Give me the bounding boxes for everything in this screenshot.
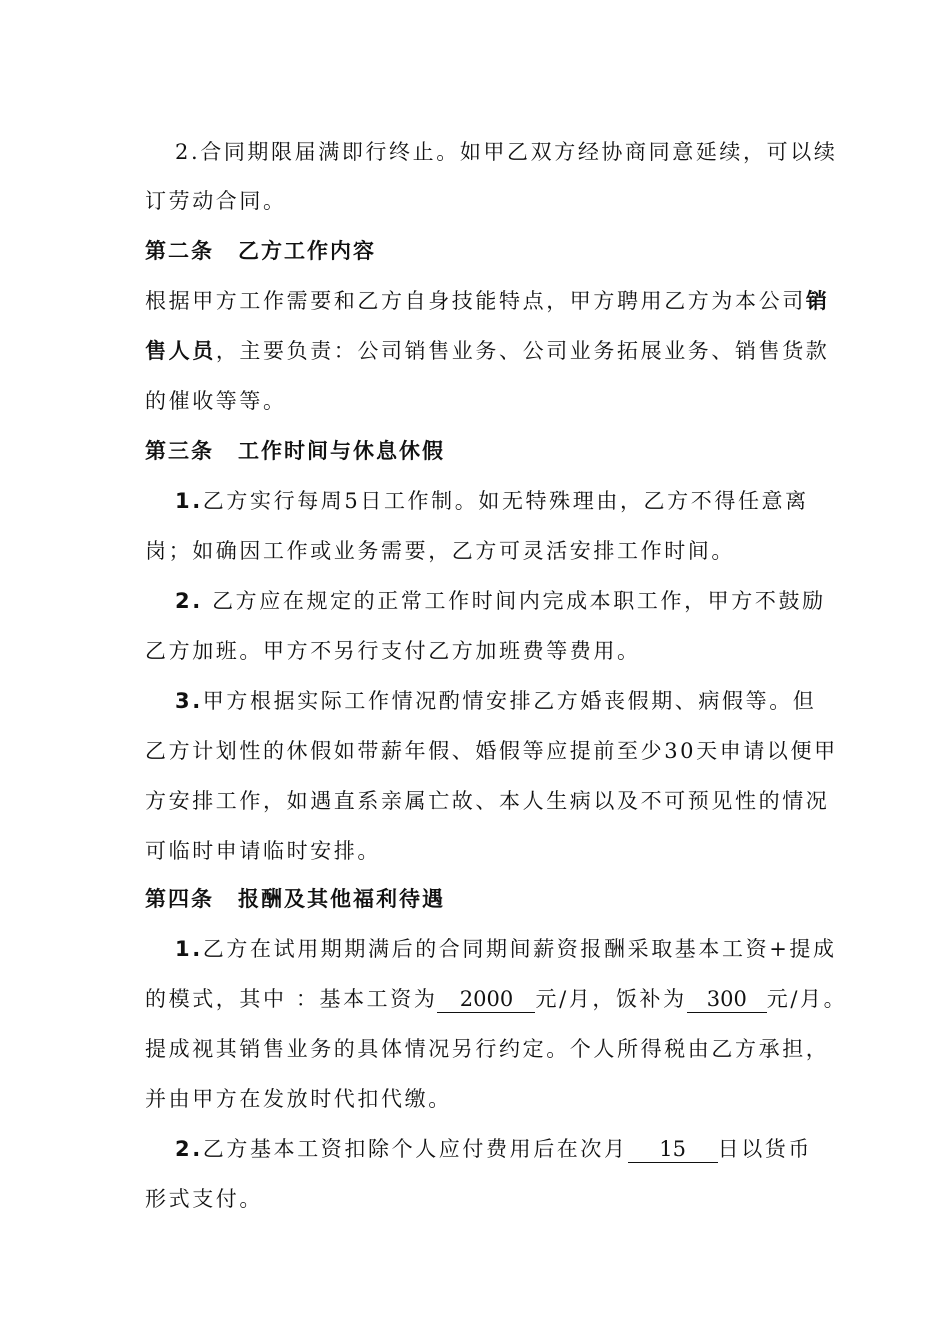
meal-text: 元/月，饭补为 (535, 987, 687, 1011)
clause2-number: 第二条 (145, 239, 214, 263)
clause4-heading (145, 884, 445, 914)
clause4-number: 第四条 (145, 887, 214, 911)
clause2-duties: ，主要负责：公司销售业务、公司业务拓展业务、销售货款 (215, 339, 830, 363)
clause3-item3-line2: 乙方计划性的休假如带薪年假、婚假等应提前至少30天申请以便甲 (145, 739, 838, 763)
clause2-para-line1 (145, 286, 829, 316)
clause3-item3-number: 3. (175, 689, 203, 713)
clause4-item2-line2: 形式支付。 (145, 1187, 263, 1211)
clause3-item3-line1 (175, 686, 816, 716)
clause4-item1-line1 (175, 934, 837, 964)
clause4-item1-number: 1. (175, 937, 203, 961)
clause3-item2-line2: 乙方加班。甲方不另行支付乙方加班费等费用。 (145, 639, 641, 663)
clause4-item1-line3: 提成视其销售业务的具体情况另行约定。个人所得税由乙方承担， (145, 1037, 830, 1061)
clause1-item2-line2: 订劳动合同。 (145, 189, 287, 213)
clause3-item2-line1 (175, 586, 826, 616)
clause4-item2-number: 2. (175, 1137, 203, 1161)
clause1-item2-line1: 2.合同期限届满即行终止。如甲乙双方经协商同意延续，可以续 (175, 140, 838, 164)
clause3-item3-line3: 方安排工作，如遇直系亲属亡故、本人生病以及不可预见性的情况 (145, 789, 830, 813)
pay-text: 乙方基本工资扣除个人应付费用后在次月 (202, 1137, 628, 1161)
clause3-item2-number: 2. (175, 589, 203, 613)
clause3-title: 工作时间与休息休假 (238, 439, 445, 463)
unit-text: 元/月。 (766, 987, 848, 1011)
base-salary-blank: 2000 (437, 986, 535, 1013)
clause3-item1-line1 (175, 486, 809, 516)
clause3-item1-text: 乙方实行每周5日工作制。如无特殊理由，乙方不得任意离 (202, 489, 809, 513)
clause2-para-line3: 的催收等等。 (145, 389, 287, 413)
clause2-heading (145, 236, 376, 266)
clause4-title: 报酬及其他福利待遇 (238, 887, 445, 911)
clause3-heading (145, 436, 445, 466)
clause4-item1-line4: 并由甲方在发放时代扣代缴。 (145, 1087, 452, 1111)
clause3-item2-text: 乙方应在规定的正常工作时间内完成本职工作，甲方不鼓励 (202, 589, 826, 613)
clause4-item2-line1 (175, 1134, 812, 1164)
clause3-number: 第三条 (145, 439, 214, 463)
clause2-text: 根据甲方工作需要和乙方自身技能特点，甲方聘用乙方为本公司 (145, 289, 806, 313)
clause3-item1-number: 1. (175, 489, 203, 513)
clause4-item1-text: 乙方在试用期期满后的合同期间薪资报酬采取基本工资+提成 (202, 937, 837, 961)
clause4-item1-line2 (145, 984, 847, 1014)
clause3-item1-line2: 岗；如确因工作或业务需要，乙方可灵活安排工作时间。 (145, 539, 735, 563)
clause2-bold-position: 售人员 (145, 339, 216, 363)
salary-text: 的模式，其中 ：基本工资为 (145, 987, 438, 1011)
clause2-para-line2 (145, 336, 829, 366)
pay-day-blank: 15 (628, 1136, 718, 1163)
clause3-item3-text: 甲方根据实际工作情况酌情安排乙方婚丧假期、病假等。但 (202, 689, 817, 713)
pay-text-end: 日以货币 (717, 1137, 813, 1161)
clause2-title: 乙方工作内容 (238, 239, 376, 263)
clause2-bold-text: 销 (805, 289, 830, 313)
clause3-item3-line4: 可临时申请临时安排。 (145, 839, 381, 863)
meal-allowance-blank: 300 (687, 986, 767, 1013)
